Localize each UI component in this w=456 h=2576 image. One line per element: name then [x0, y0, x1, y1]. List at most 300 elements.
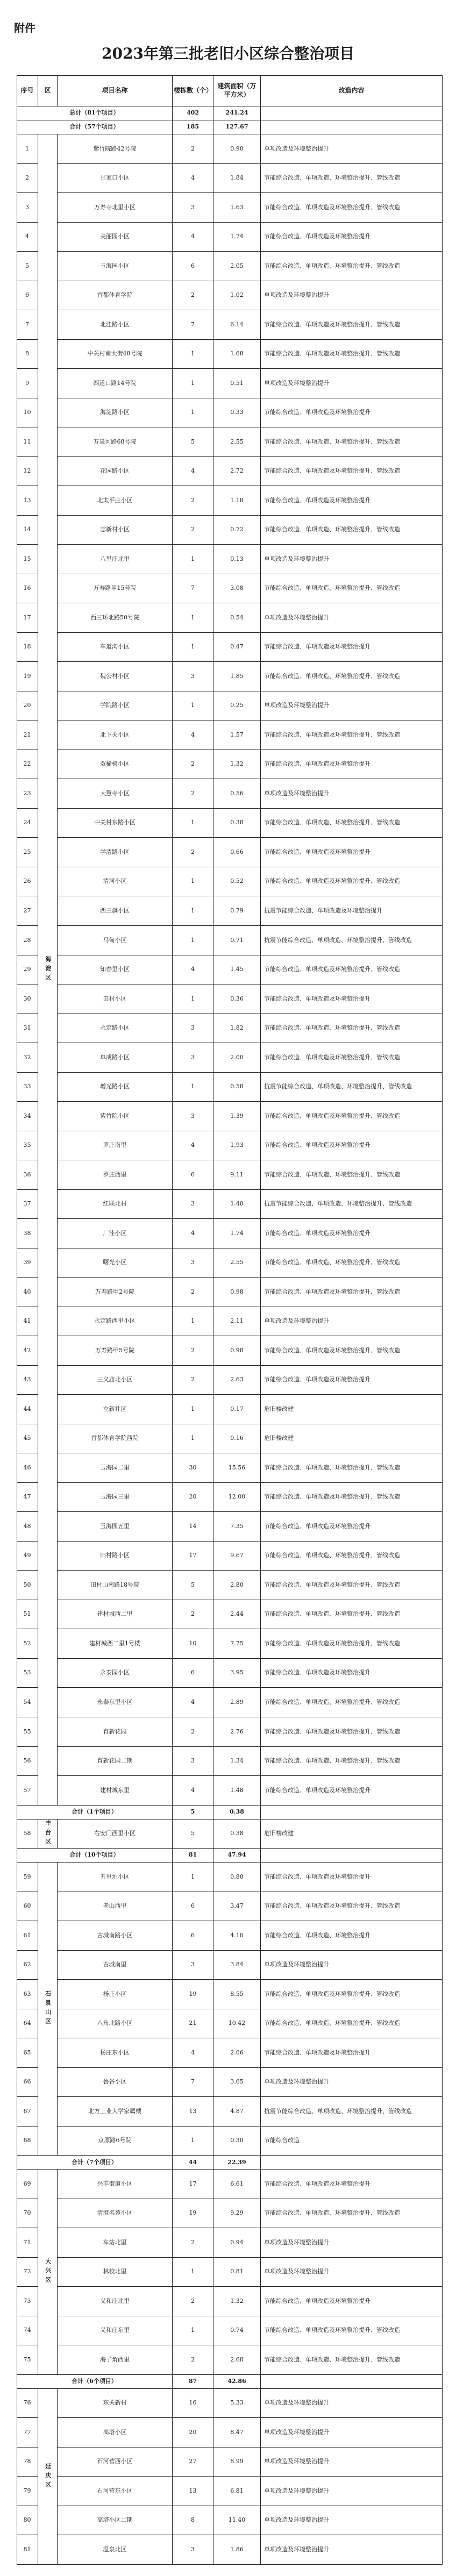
row-content: 单项改造及环境整治提升 [261, 779, 443, 809]
row-buildings: 20 [173, 1483, 213, 1512]
row-area: 1.39 [213, 1102, 261, 1131]
row-content: 危旧楼改建 [261, 1424, 443, 1453]
row-buildings: 4 [173, 1688, 213, 1717]
row-content: 节能综合改造、单项改造、环境整治提升、管线改造 [261, 1600, 443, 1629]
row-area: 0.36 [213, 984, 261, 1014]
row-project-name: 义和庄东里 [58, 2316, 173, 2345]
row-content: 节能综合改造、单项改造及环境整治提升 [261, 486, 443, 516]
row-no: 1 [17, 134, 38, 164]
row-project-name: 杨庄小区 [58, 1980, 173, 2009]
row-project-name: 学院路小区 [58, 691, 173, 720]
row-project-name: 万泉河路68号院 [58, 427, 173, 457]
row-buildings: 14 [173, 1512, 213, 1542]
row-project-name: 林校北里 [58, 2258, 173, 2287]
row-area: 1.68 [213, 340, 261, 369]
row-project-name: 杨庄东小区 [58, 2038, 173, 2068]
row-project-name: 玉海园小区 [58, 252, 173, 281]
row-area: 1.45 [213, 955, 261, 984]
subtotal-area: 47.94 [213, 1849, 261, 1863]
subtotal-content [261, 2375, 443, 2389]
row-project-name: 义和庄北里 [58, 2287, 173, 2316]
row-buildings: 6 [173, 1892, 213, 1921]
row-no: 55 [17, 1717, 38, 1747]
row-buildings: 1 [173, 2127, 213, 2156]
row-content: 单项改造及环境整治提升 [261, 2477, 443, 2506]
row-project-name: 车道沟小区 [58, 633, 173, 662]
row-area: 0.81 [213, 2258, 261, 2287]
row-no: 34 [17, 1102, 38, 1131]
row-no: 77 [17, 2418, 38, 2447]
subtotal-label: 合计（6个项目） [17, 2375, 173, 2389]
row-content: 节能综合改造、单项改造及环境整治提升 [261, 1366, 443, 1395]
row-buildings: 1 [173, 984, 213, 1014]
row-no: 66 [17, 2068, 38, 2097]
row-content: 单项改造及环境整治提升 [261, 691, 443, 720]
subtotal-buildings: 5 [173, 1806, 213, 1819]
row-project-name: 花园路小区 [58, 457, 173, 486]
row-area: 0.74 [213, 2316, 261, 2345]
row-no: 17 [17, 603, 38, 633]
row-buildings: 4 [173, 164, 213, 193]
row-no: 42 [17, 1336, 38, 1366]
row-no: 21 [17, 720, 38, 750]
row-content: 节能综合改造、单项改造、环境整治提升、管线改造 [261, 1747, 443, 1776]
row-area: 8.47 [213, 2418, 261, 2447]
row-no: 50 [17, 1571, 38, 1600]
row-no: 68 [17, 2127, 38, 2156]
row-project-name: 万寿路甲15号院 [58, 574, 173, 603]
row-no: 10 [17, 398, 38, 427]
row-buildings: 5 [173, 427, 213, 457]
row-buildings: 2 [173, 134, 213, 164]
row-no: 81 [17, 2535, 38, 2565]
row-project-name: 马甸小区 [58, 926, 173, 955]
subtotal-label: 合计（57个项目） [17, 120, 173, 134]
row-project-name: 魏公村小区 [58, 662, 173, 691]
row-project-name: 育新花园 [58, 1717, 173, 1747]
row-area: 1.84 [213, 164, 261, 193]
row-buildings: 19 [173, 2199, 213, 2228]
district-name: 延庆区 [38, 2389, 58, 2565]
row-no: 13 [17, 486, 38, 516]
col-header-buildings: 楼栋数（个） [173, 75, 213, 106]
row-area: 1.32 [213, 2287, 261, 2316]
col-header-area: 建筑面积（万平方米） [213, 75, 261, 106]
row-area: 0.98 [213, 1278, 261, 1307]
row-area: 0.52 [213, 867, 261, 896]
row-buildings: 5 [173, 1819, 213, 1849]
row-no: 51 [17, 1600, 38, 1629]
row-area: 0.47 [213, 633, 261, 662]
row-no: 44 [17, 1395, 38, 1424]
row-content: 节能综合改造、单项改造及环境整治提升、管线改造 [261, 1102, 443, 1131]
row-area: 2.05 [213, 252, 261, 281]
row-buildings: 2 [173, 750, 213, 779]
row-buildings: 4 [173, 223, 213, 252]
row-project-name: 建材城西二里1号楼 [58, 1629, 173, 1659]
row-project-name: 北方工业大学家属楼 [58, 2097, 173, 2127]
row-project-name: 北洼路小区 [58, 310, 173, 340]
row-area: 0.25 [213, 691, 261, 720]
row-content: 节能综合改造、单项改造、环境整治提升、管线改造 [261, 427, 443, 457]
row-project-name: 兴丰街道小区 [58, 2170, 173, 2199]
row-area: 9.29 [213, 2199, 261, 2228]
row-area: 15.56 [213, 1453, 261, 1483]
row-project-name: 罗庄南里 [58, 1131, 173, 1160]
row-buildings: 1 [173, 545, 213, 574]
row-project-name: 中关村南大街48号院 [58, 340, 173, 369]
row-content: 节能综合改造、单项改造及环境整治提升 [261, 984, 443, 1014]
row-area: 0.66 [213, 838, 261, 867]
row-no: 40 [17, 1278, 38, 1307]
row-area: 3.65 [213, 2068, 261, 2097]
subtotal-area: 0.38 [213, 1806, 261, 1819]
row-buildings: 4 [173, 457, 213, 486]
row-content: 节能综合改造、单项改造及环境整治提升、管线改造 [261, 2316, 443, 2345]
row-no: 30 [17, 984, 38, 1014]
row-project-name: 高塔小区二期 [58, 2506, 173, 2535]
row-buildings: 3 [173, 2535, 213, 2565]
row-content: 单项改造及环境整治提升 [261, 545, 443, 574]
row-no: 16 [17, 574, 38, 603]
row-buildings: 13 [173, 2097, 213, 2127]
row-content: 节能综合改造、单项改造、环境整治提升、管线改造 [261, 1453, 443, 1483]
row-no: 32 [17, 1043, 38, 1073]
row-area: 1.48 [213, 1776, 261, 1806]
row-buildings: 2 [173, 2345, 213, 2375]
row-area: 1.74 [213, 223, 261, 252]
row-no: 29 [17, 955, 38, 984]
row-area: 7.35 [213, 1512, 261, 1542]
subtotal-buildings: 185 [173, 120, 213, 134]
subtotal-content [261, 2156, 443, 2170]
row-no: 38 [17, 1219, 38, 1248]
subtotal-label: 合计（7个项目） [17, 2156, 173, 2170]
row-area: 6.81 [213, 2477, 261, 2506]
row-content: 节能综合改造、单项改造及环境整治提升、管线改造 [261, 1483, 443, 1512]
attachment-label: 附件 [14, 22, 35, 34]
subtotal-label: 合计（10个项目） [17, 1849, 173, 1863]
row-area: 11.40 [213, 2506, 261, 2535]
row-content: 节能综合改造、单项改造及环境整治提升 [261, 838, 443, 867]
row-no: 41 [17, 1307, 38, 1336]
row-buildings: 2 [173, 2287, 213, 2316]
row-buildings: 6 [173, 1659, 213, 1688]
row-project-name: 八里庄北里 [58, 545, 173, 574]
row-project-name: 立新社区 [58, 1395, 173, 1424]
row-content: 节能综合改造、单项改造、环境整治提升、管线改造 [261, 1014, 443, 1043]
subtotal-content [261, 1806, 443, 1819]
row-area: 8.55 [213, 1980, 261, 2009]
row-area: 1.02 [213, 281, 261, 310]
row-no: 56 [17, 1747, 38, 1776]
row-content: 节能综合改造、单项改造及环境整治提升 [261, 1131, 443, 1160]
row-area: 1.74 [213, 1219, 261, 1248]
row-no: 6 [17, 281, 38, 310]
row-content: 节能综合改造、单项改造、环境整治提升、管线改造 [261, 1688, 443, 1717]
row-buildings: 3 [173, 1102, 213, 1131]
row-content: 节能综合改造、单项改造、环境整治提升、管线改造 [261, 1542, 443, 1571]
row-no: 49 [17, 1542, 38, 1571]
row-no: 57 [17, 1776, 38, 1806]
row-project-name: 玉海园五里 [58, 1512, 173, 1542]
row-area: 0.72 [213, 516, 261, 545]
row-content: 节能综合改造、单项改造及环境整治提升、管线改造 [261, 955, 443, 984]
row-no: 45 [17, 1424, 38, 1453]
row-content: 单项改造及环境整治提升 [261, 2506, 443, 2535]
row-project-name: 甘家口小区 [58, 164, 173, 193]
row-buildings: 1 [173, 867, 213, 896]
row-content: 节能综合改造、单项改造及环境整治提升、管线改造 [261, 867, 443, 896]
row-project-name: 永泰东里小区 [58, 1688, 173, 1717]
row-area: 3.47 [213, 1892, 261, 1921]
row-buildings: 3 [173, 193, 213, 223]
row-buildings: 17 [173, 1542, 213, 1571]
row-project-name: 建材城东里 [58, 1776, 173, 1806]
row-buildings: 2 [173, 1717, 213, 1747]
row-area: 2.76 [213, 1717, 261, 1747]
row-no: 22 [17, 750, 38, 779]
row-buildings: 3 [173, 662, 213, 691]
row-content: 节能综合改造、单项改造、环境整治提升、管线改造 [261, 809, 443, 838]
row-no: 20 [17, 691, 38, 720]
row-project-name: 美丽园小区 [58, 223, 173, 252]
row-no: 47 [17, 1483, 38, 1512]
row-project-name: 曙光小区 [58, 1248, 173, 1278]
row-buildings: 1 [173, 369, 213, 398]
row-project-name: 万寿路甲5号院 [58, 1336, 173, 1366]
row-buildings: 1 [173, 1424, 213, 1453]
row-area: 2.68 [213, 2345, 261, 2375]
row-no: 64 [17, 2009, 38, 2038]
row-content: 单项改造及环境整治提升 [261, 281, 443, 310]
row-content: 节能综合改造、单项改造及环境整治提升、管线改造 [261, 1629, 443, 1659]
district-name: 丰台区 [38, 1819, 58, 1849]
row-area: 4.87 [213, 2097, 261, 2127]
row-project-name: 八角北路小区 [58, 2009, 173, 2038]
row-area: 1.18 [213, 486, 261, 516]
row-no: 61 [17, 1921, 38, 1951]
row-content: 节能综合改造、单项改造、环境整治提升、管线改造 [261, 164, 443, 193]
row-project-name: 玉海园三里 [58, 1483, 173, 1512]
row-area: 3.08 [213, 574, 261, 603]
row-project-name: 知春里小区 [58, 955, 173, 984]
row-no: 35 [17, 1131, 38, 1160]
row-no: 67 [17, 2097, 38, 2127]
row-project-name: 育新花园二期 [58, 1747, 173, 1776]
row-buildings: 1 [173, 340, 213, 369]
row-content: 节能综合改造、单项改造及环境整治提升、管线改造 [261, 457, 443, 486]
row-project-name: 老山西里 [58, 1892, 173, 1921]
row-buildings: 4 [173, 1219, 213, 1248]
row-area: 0.54 [213, 603, 261, 633]
row-area: 0.33 [213, 398, 261, 427]
row-project-name: 大慧寺小区 [58, 779, 173, 809]
row-no: 15 [17, 545, 38, 574]
row-area: 1.32 [213, 750, 261, 779]
row-area: 1.85 [213, 662, 261, 691]
row-area: 0.98 [213, 1336, 261, 1366]
row-project-name: 首都体育学院 [58, 281, 173, 310]
row-area: 2.72 [213, 457, 261, 486]
subtotal-content [261, 120, 443, 134]
district-name: 大兴区 [38, 2170, 58, 2375]
row-project-name: 中关村东路小区 [58, 809, 173, 838]
row-area: 1.86 [213, 2535, 261, 2565]
row-content: 单项改造及环境整治提升 [261, 369, 443, 398]
row-area: 2.55 [213, 427, 261, 457]
row-project-name: 田村小区 [58, 984, 173, 1014]
subtotal-area: 42.86 [213, 2375, 261, 2389]
row-content: 节能综合改造、单项改造、环境整治提升、管线改造 [261, 1248, 443, 1278]
row-project-name: 古城南路小区 [58, 1921, 173, 1951]
row-content: 节能综合改造、单项改造、环境整治提升、管线改造 [261, 2009, 443, 2038]
row-content: 抗震节能综合改造、单项改造、环境整治提升、管线改造 [261, 2097, 443, 2127]
row-content: 节能综合改造、单项改造及环境整治提升、管线改造 [261, 720, 443, 750]
row-no: 25 [17, 838, 38, 867]
row-area: 1.93 [213, 1131, 261, 1160]
row-project-name: 清澄名苑小区 [58, 2199, 173, 2228]
row-buildings: 16 [173, 2389, 213, 2418]
row-no: 2 [17, 164, 38, 193]
row-no: 26 [17, 867, 38, 896]
row-no: 70 [17, 2199, 38, 2228]
row-buildings: 3 [173, 1014, 213, 1043]
row-buildings: 1 [173, 926, 213, 955]
row-area: 0.90 [213, 134, 261, 164]
row-no: 62 [17, 1951, 38, 1980]
row-project-name: 永定路西里小区 [58, 1307, 173, 1336]
row-content: 节能综合改造、单项改造及环境整治提升 [261, 223, 443, 252]
row-area: 9.67 [213, 1542, 261, 1571]
row-content: 单项改造及环境整治提升 [261, 2535, 443, 2565]
row-no: 27 [17, 896, 38, 926]
row-area: 10.42 [213, 2009, 261, 2038]
row-buildings: 3 [173, 1190, 213, 1219]
subtotal-area: 127.67 [213, 120, 261, 134]
row-content: 单项改造及环境整治提升 [261, 2447, 443, 2477]
row-no: 75 [17, 2345, 38, 2375]
row-content: 节能综合改造、单项改造及环境整治提升、管线改造 [261, 1043, 443, 1073]
row-area: 0.38 [213, 1819, 261, 1849]
row-content: 节能综合改造、单项改造、环境整治提升、管线改造 [261, 516, 443, 545]
row-area: 2.89 [213, 1688, 261, 1717]
row-no: 37 [17, 1190, 38, 1219]
row-buildings: 21 [173, 2009, 213, 2038]
row-area: 0.94 [213, 2228, 261, 2258]
row-area: 0.80 [213, 1863, 261, 1892]
row-project-name: 厂洼小区 [58, 1219, 173, 1248]
row-content: 单项改造及环境整治提升 [261, 603, 443, 633]
row-no: 23 [17, 779, 38, 809]
row-content: 节能综合改造、单项改造及环境整治提升 [261, 2038, 443, 2068]
row-no: 9 [17, 369, 38, 398]
row-content: 单项改造及环境整治提升 [261, 2068, 443, 2097]
row-no: 28 [17, 926, 38, 955]
row-buildings: 8 [173, 2506, 213, 2535]
row-no: 52 [17, 1629, 38, 1659]
row-content: 节能综合改造、单项改造及环境整治提升、管线改造 [261, 1892, 443, 1921]
row-project-name: 海子角西里 [58, 2345, 173, 2375]
row-no: 53 [17, 1659, 38, 1688]
row-project-name: 增光路小区 [58, 1073, 173, 1102]
row-no: 46 [17, 1453, 38, 1483]
row-content: 节能综合改造、单项改造及环境整治提升、管线改造 [261, 1278, 443, 1307]
row-content: 单项改造及环境整治提升 [261, 2389, 443, 2418]
row-no: 54 [17, 1688, 38, 1717]
row-project-name: 西三环北路50号院 [58, 603, 173, 633]
row-project-name: 北太平庄小区 [58, 486, 173, 516]
row-area: 0.56 [213, 779, 261, 809]
row-project-name: 双榆树小区 [58, 750, 173, 779]
row-area: 2.06 [213, 2038, 261, 2068]
row-area: 2.55 [213, 1248, 261, 1278]
row-content: 抗震节能综合改造、单项改造及环境整治提升 [261, 896, 443, 926]
row-content: 节能综合改造、单项改造、环境整治提升、管线改造 [261, 574, 443, 603]
row-no: 3 [17, 193, 38, 223]
row-area: 3.84 [213, 1951, 261, 1980]
row-area: 0.30 [213, 2127, 261, 2156]
row-buildings: 3 [173, 1747, 213, 1776]
row-content: 节能综合改造、单项改造及环境整治提升 [261, 1659, 443, 1688]
row-area: 1.82 [213, 1014, 261, 1043]
row-project-name: 紫竹院小区 [58, 1102, 173, 1131]
row-area: 2.11 [213, 1307, 261, 1336]
row-content: 节能综合改造、单项改造、环境整治提升、管线改造 [261, 662, 443, 691]
district-name: 石景山区 [38, 1863, 58, 2156]
row-project-name: 五里坨小区 [58, 1863, 173, 1892]
row-buildings: 2 [173, 1336, 213, 1366]
row-project-name: 京原路6号院 [58, 2127, 173, 2156]
subtotal-buildings: 44 [173, 2156, 213, 2170]
row-area: 1.63 [213, 193, 261, 223]
row-area: 9.11 [213, 1160, 261, 1190]
row-area: 6.61 [213, 2170, 261, 2199]
row-buildings: 7 [173, 2068, 213, 2097]
row-content: 节能综合改造、单项改造及环境整治提升 [261, 1863, 443, 1892]
row-area: 8.99 [213, 2447, 261, 2477]
row-buildings: 1 [173, 1863, 213, 1892]
row-content: 节能综合改造、单项改造及环境整治提升、管线改造 [261, 1571, 443, 1600]
row-no: 5 [17, 252, 38, 281]
row-buildings: 1 [173, 398, 213, 427]
row-no: 72 [17, 2258, 38, 2287]
row-content: 节能综合改造、单项改造及环境整治提升 [261, 2170, 443, 2199]
grand-total-area: 241.24 [213, 106, 261, 120]
row-project-name: 红联北村 [58, 1190, 173, 1219]
row-project-name: 首都体育学院西院 [58, 1424, 173, 1453]
row-project-name: 车站北里 [58, 2228, 173, 2258]
row-no: 58 [17, 1819, 38, 1849]
row-area: 4.10 [213, 1921, 261, 1951]
row-project-name: 三义庙北小区 [58, 1366, 173, 1395]
row-buildings: 1 [173, 1395, 213, 1424]
row-buildings: 17 [173, 2170, 213, 2199]
row-content: 节能综合改造、单项改造、环境整治提升、管线改造 [261, 252, 443, 281]
row-content: 节能综合改造、单项改造及环境整治提升 [261, 1776, 443, 1806]
row-area: 0.71 [213, 926, 261, 955]
row-no: 14 [17, 516, 38, 545]
row-content: 节能综合改造、单项改造及环境整治提升 [261, 398, 443, 427]
col-header-district: 区 [38, 75, 58, 106]
row-project-name: 永泰园小区 [58, 1659, 173, 1688]
row-project-name: 玉海园二里 [58, 1453, 173, 1483]
row-no: 43 [17, 1366, 38, 1395]
row-buildings: 5 [173, 1571, 213, 1600]
row-buildings: 2 [173, 486, 213, 516]
row-area: 7.75 [213, 1629, 261, 1659]
row-buildings: 10 [173, 1629, 213, 1659]
